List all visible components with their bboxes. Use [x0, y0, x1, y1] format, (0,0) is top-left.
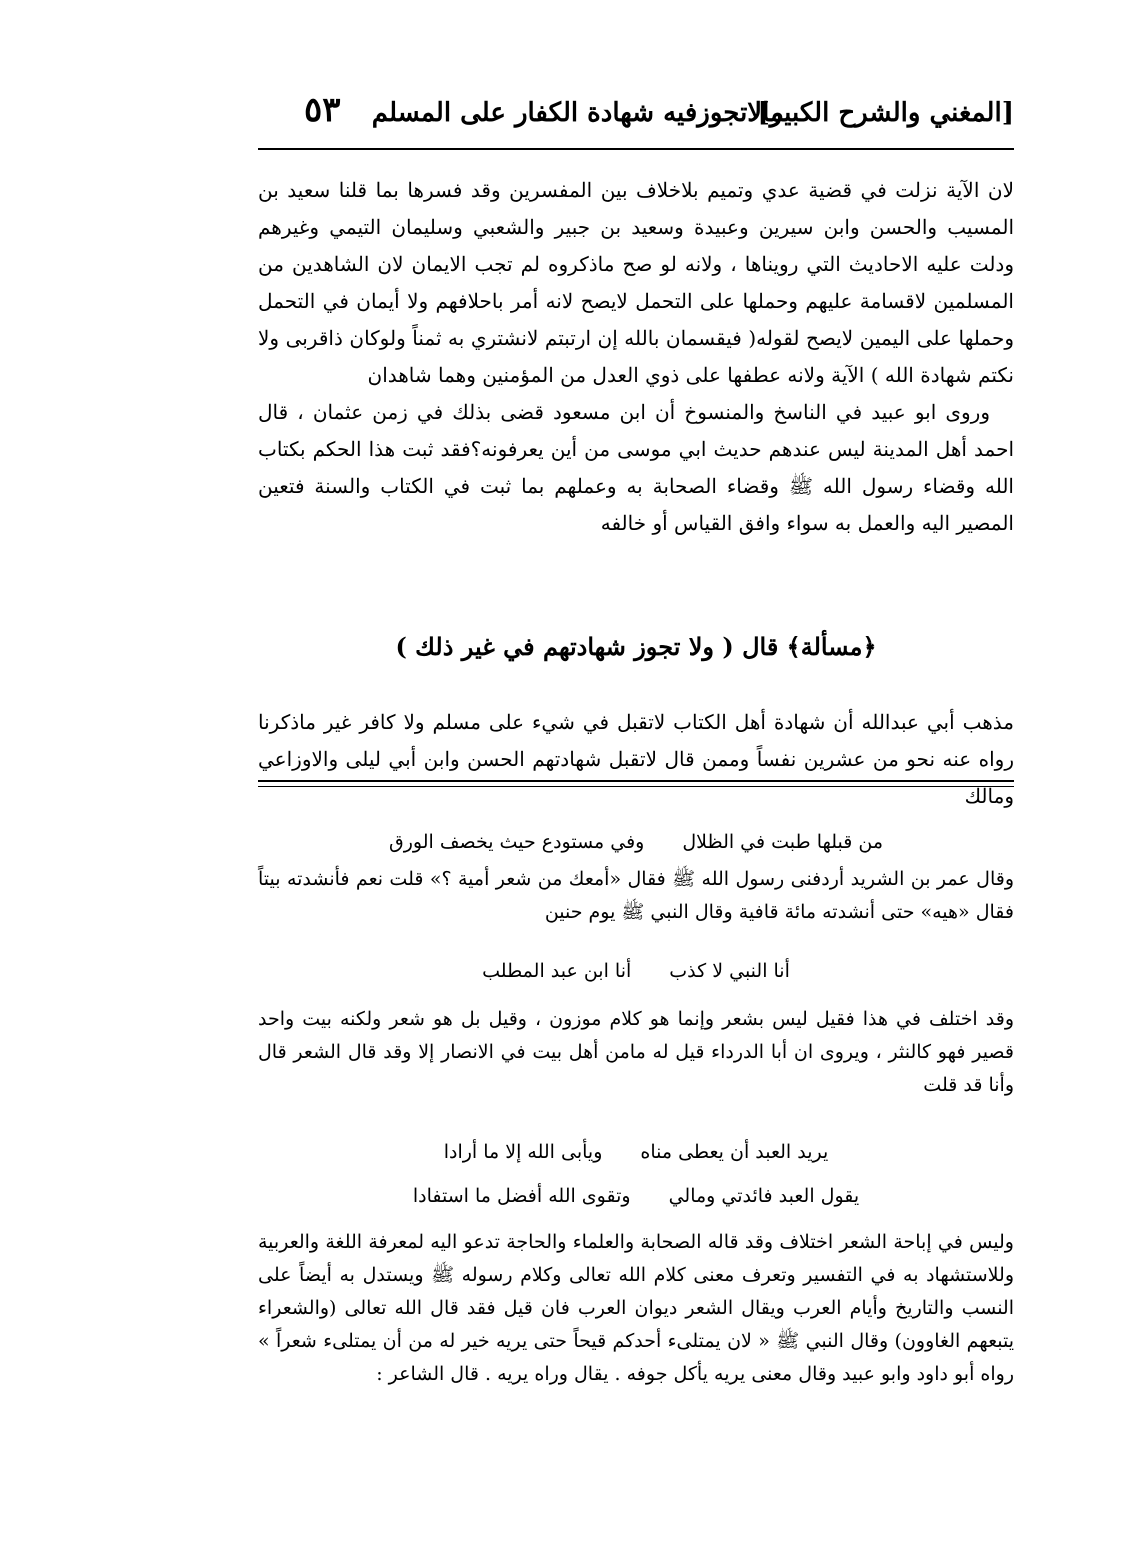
- verse-hemistich: يريد العبد أن يعطى مناه: [640, 1141, 829, 1163]
- footnote-separator: [258, 780, 1014, 782]
- chapter-title: مالاتجوزفيه شهادة الكفار على المسلم: [371, 98, 784, 128]
- footnote-text: وليس في إباحة الشعر اختلاف وقد قاله الصحابة والعلماء والحاجة تدعو اليه لمعرفة اللغة والعربية وللاستشهاد به في التفسير وتعرف معنى كلام الله تعالى وكلام رسوله ﷺ ويستدل به أيضاً على النسب والتاريخ وأيام العرب ويقال الشعر ديوان العرب فان قيل فقد قال الله تعالى (والشعراء يتبعهم الغاوون) وقال النبي ﷺ « لان يمتلىء أحدكم قيحاً حتى يريه خير له من أن يمتلىء شعراً » رواه أبو داود وابو عبيد وقال معنى يريه يأكل جوفه . يقال وراه يريه . قال الشاعر :: [258, 1231, 1014, 1385]
- verse-hemistich: أنا ابن عبد المطلب: [482, 960, 632, 982]
- verse-hemistich: ويأبى الله إلا ما أرادا: [443, 1141, 603, 1163]
- main-text: [258, 172, 1014, 542]
- paragraph: لان الآية نزلت في قضية عدي وتميم بلاخلاف بين المفسرين وقد فسرها بما قلنا سعيد بن المسيب والحسن وابن سيرين وعبيدة وسعيد بن جبير والشعبي وسليمان التيمي وغيرهم ودلت عليه الاحاديث التي رويناها ، ولانه لو صح ماذكروه لم تجب الايمان لان الشاهدين من المسلمين لاقسامة عليهم وحملها على التحمل لايصح لانه أمر باحلافهم ولا أيمان في التحمل وحملها على اليمين لايصح لقوله( فيقسمان بالله إن ارتبتم لانشتري به ثمناً ولوكان ذاقربى ولا نكتم شهادة الله ) الآية ولانه عطفها على ذوي العدل من المؤمنين وهما شاهدان: [258, 178, 1014, 387]
- verse-hemistich: أنا النبي لا كذب: [669, 960, 790, 982]
- main-text-continued: [258, 704, 1014, 815]
- verse-hemistich: من قبلها طبت في الظلال: [682, 831, 884, 853]
- verse-hemistich: وفي مستودع حيث يخصف الورق: [388, 831, 645, 853]
- footnote-text: وقال عمر بن الشريد أردفنى رسول الله ﷺ فقال «أمعك من شعر أمية ؟» قلت نعم فأنشدته بيتاً فقال «هيه» حتى أنشدته مائة قافية وقال النبي ﷺ يوم حنين: [258, 868, 1014, 923]
- masala-heading: ﴿مسألة﴾ قال ( ولا تجوز شهادتهم في غير ذلك ): [395, 632, 877, 661]
- footnote-separator-thin: [258, 786, 1014, 787]
- footnote-verse: [258, 1136, 1014, 1169]
- footnote-paragraph: [258, 1003, 1014, 1102]
- paragraph: وروى ابو عبيد في الناسخ والمنسوخ أن ابن مسعود قضى بذلك في زمن عثمان ، قال احمد أهل المدينة ليس عندهم حديث ابي موسى من أين يعرفونه؟فقد ثبت هذا الحكم بكتاب الله وقضاء رسول الله ﷺ وقضاء الصحابة به وعملهم بما ثبت في الكتاب والسنة فتعين المصير اليه والعمل به سواء وافق القياس أو خالفه: [258, 400, 1014, 535]
- footnote-verse: [258, 826, 1014, 859]
- paragraph: مذهب أبي عبدالله أن شهادة أهل الكتاب لاتقبل في شيء على مسلم ولا كافر غير ماذكرنا رواه عنه نحو من عشرين نفساً وممن قال لاتقبل شهادتهم الحسن وابن أبي ليلى والاوزاعي ومالك: [258, 710, 1014, 808]
- verse-hemistich: يقول العبد فائدتي ومالي: [668, 1185, 860, 1207]
- footnote-verse: [258, 1180, 1014, 1213]
- page-number: ٥٣: [304, 90, 341, 130]
- footnote-text: وقد اختلف في هذا فقيل ليس بشعر وإنما هو كلام موزون ، وقيل بل هو شعر ولكنه بيت واحد قصير فهو كالنثر ، ويروى ان أبا الدرداء قيل له مامن أهل بيت في الانصار إلا وقد قال الشعر قال وأنا قد قلت: [258, 1008, 1014, 1096]
- footnote-paragraph: [258, 1226, 1014, 1391]
- verse-hemistich: وتقوى الله أفضل ما استفادا: [412, 1185, 631, 1207]
- header-rule: [258, 148, 1014, 150]
- book-title: [المغني والشرح الكبير]: [757, 98, 1014, 128]
- footnote-verse: [258, 955, 1014, 988]
- page-header: [258, 90, 1014, 142]
- footnote-paragraph: [258, 863, 1014, 929]
